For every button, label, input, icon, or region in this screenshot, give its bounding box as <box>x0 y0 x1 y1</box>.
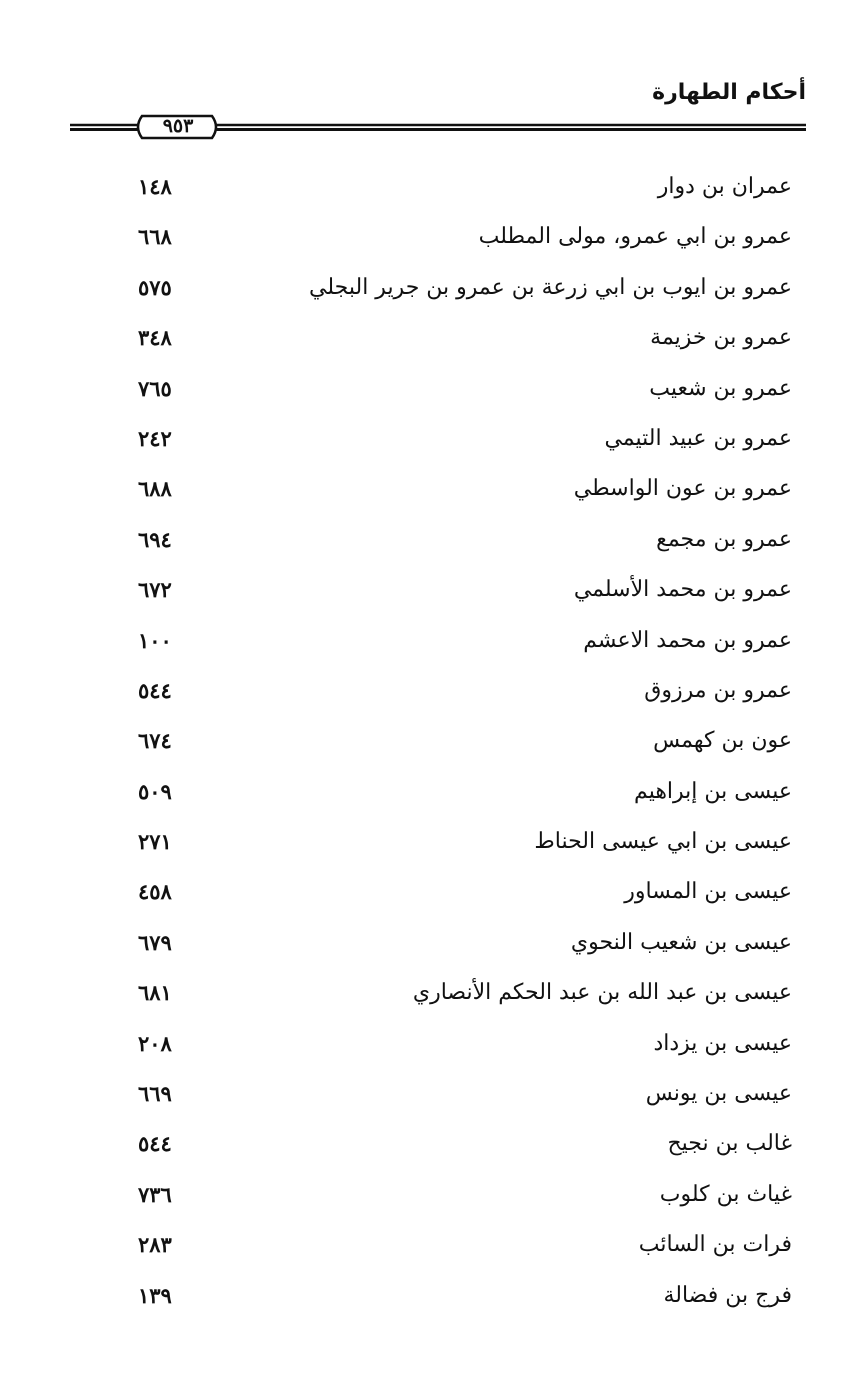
entry-name: غياث بن كلوب <box>659 1181 792 1207</box>
entry-page-number: ٢٤٢ <box>138 425 172 451</box>
index-entry <box>130 166 792 216</box>
entry-name: عمرو بن مجمع <box>656 526 792 552</box>
entry-name: عمرو بن شعيب <box>649 375 792 401</box>
entry-name: عمرو بن عون الواسطي <box>573 476 792 502</box>
entry-page-number: ٢٨٣ <box>138 1232 172 1258</box>
entry-page-number: ٦٧٤ <box>138 728 172 754</box>
entry-page-number: ٦٧٢ <box>138 577 172 603</box>
index-entry <box>130 720 792 770</box>
index-entry <box>130 1123 792 1173</box>
index-entry <box>130 267 792 317</box>
index-entry <box>130 1174 792 1224</box>
entry-page-number: ٦٦٩ <box>138 1081 172 1107</box>
page-number: ٩٥٣ <box>162 115 194 137</box>
entry-page-number: ١٤٨ <box>138 174 172 199</box>
entry-page-number: ٣٤٨ <box>138 325 172 351</box>
entry-page-number: ٢٧١ <box>138 829 172 855</box>
entry-name: عون بن كهمس <box>653 728 792 754</box>
entry-page-number: ٤٥٨ <box>138 879 172 905</box>
index-entry <box>130 771 792 821</box>
entry-name: غالب بن نجيح <box>667 1131 792 1157</box>
entry-page-number: ٥٠٩ <box>138 778 172 804</box>
entry-name: عمرو بن محمد الأسلمي <box>573 577 792 603</box>
entry-page-number: ٧٣٦ <box>138 1181 172 1207</box>
index-entry <box>130 317 792 367</box>
entry-page-number: ٦٩٤ <box>138 526 172 552</box>
entry-name: فرج بن فضالة <box>663 1282 792 1308</box>
entry-page-number: ٢٠٨ <box>138 1030 172 1056</box>
index-entry <box>130 519 792 569</box>
index-entry <box>130 418 792 468</box>
entry-page-number: ٥٧٥ <box>138 274 172 300</box>
entry-page-number: ١٠٠ <box>138 627 172 653</box>
entry-name: عمرو بن ايوب بن ابي زرعة بن عمرو بن جرير البجلي <box>309 274 792 300</box>
index-entry <box>130 1073 792 1123</box>
index-list <box>130 166 792 1325</box>
entry-page-number: ٦٨١ <box>138 980 172 1006</box>
entry-name: عيسى بن شعيب النحوي <box>570 929 792 955</box>
index-entry <box>130 821 792 871</box>
entry-page-number: ٥٤٤ <box>138 1131 172 1157</box>
entry-page-number: ٦٦٨ <box>138 224 172 250</box>
entry-name: عمرو بن عبيد التيمي <box>604 425 792 451</box>
entry-name: عمرو بن ابي عمرو، مولى المطلب <box>478 224 792 250</box>
index-entry <box>130 1275 792 1325</box>
entry-name: عيسى بن إبراهيم <box>634 778 792 804</box>
entry-page-number: ٥٤٤ <box>138 677 172 703</box>
index-entry <box>130 670 792 720</box>
entry-name: عيسى بن يزداد <box>653 1030 792 1056</box>
index-entry <box>130 1023 792 1073</box>
index-entry <box>130 972 792 1022</box>
index-entry <box>130 368 792 418</box>
index-entry <box>130 1224 792 1274</box>
entry-name: عيسى بن ابي عيسى الحناط <box>534 829 792 855</box>
entry-page-number: ١٣٩ <box>138 1282 172 1308</box>
entry-name: عيسى بن عبد الله بن عبد الحكم الأنصاري <box>412 980 792 1006</box>
index-entry <box>130 620 792 670</box>
index-entry <box>130 569 792 619</box>
entry-name: عمران بن دوار <box>657 174 792 199</box>
entry-name: عمرو بن خزيمة <box>650 325 792 351</box>
entry-name: عيسى بن يونس <box>645 1081 792 1107</box>
index-entry <box>130 468 792 518</box>
index-entry <box>130 922 792 972</box>
entry-name: عيسى بن المساور <box>624 879 792 905</box>
entry-name: عمرو بن مرزوق <box>644 677 792 703</box>
index-entry <box>130 216 792 266</box>
index-entry <box>130 871 792 921</box>
running-header-title: أحكام الطهارة <box>652 80 806 105</box>
entry-page-number: ٦٧٩ <box>138 929 172 955</box>
entry-page-number: ٧٦٥ <box>138 375 172 401</box>
entry-name: عمرو بن محمد الاعشم <box>583 627 792 653</box>
entry-page-number: ٦٨٨ <box>138 476 172 502</box>
entry-name: فرات بن السائب <box>638 1232 792 1258</box>
